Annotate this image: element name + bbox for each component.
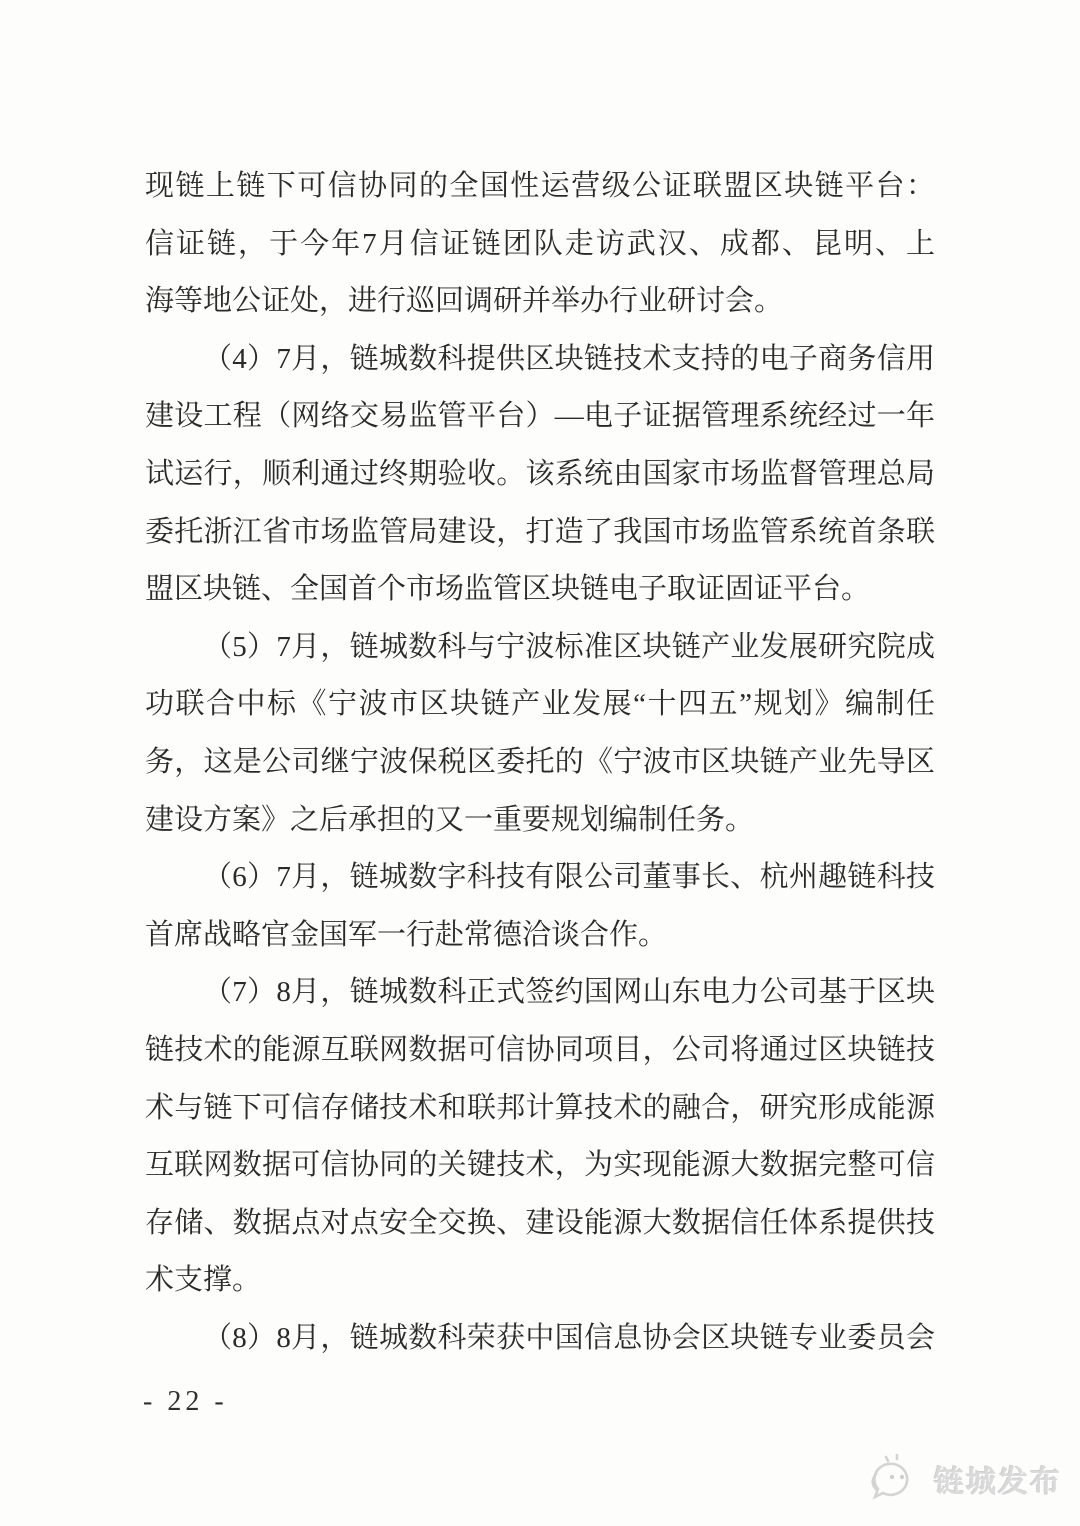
text-line: 互联网数据可信协同的关键技术，为实现能源大数据完整可信 <box>145 1149 935 1182</box>
text-line: （5）7月，链城数科与宁波标准区块链产业发展研究院成 <box>203 630 935 663</box>
text-line: （4）7月，链城数科提供区块链技术支持的电子商务信用 <box>203 342 935 375</box>
text-line: 盟区块链、全国首个市场监管区块链电子取证固证平台。 <box>145 573 871 606</box>
text-line: （6）7月，链城数字科技有限公司董事长、杭州趣链科技 <box>203 861 935 894</box>
watermark <box>864 1450 1062 1508</box>
text-line: 建设工程（网络交易监管平台）—电子证据管理系统经过一年 <box>145 400 935 433</box>
watermark-label: 链城发布 <box>934 1466 1062 1499</box>
text-line: 首席战略官金国军一行赴常德洽谈合作。 <box>145 918 668 951</box>
text-line: 现链上链下可信协同的全国性运营级公证联盟区块链平台： <box>145 170 935 202</box>
text-line: 委托浙江省市场监管局建设，打造了我国市场监管系统首条联 <box>145 515 935 548</box>
text-line: 功联合中标《宁波市区块链产业发展“十四五”规划》编制任 <box>145 688 935 721</box>
text-line: 链技术的能源互联网数据可信协同项目，公司将通过区块链技 <box>145 1033 935 1066</box>
wechat-bubble-icon <box>864 1450 926 1508</box>
page-number: - 22 - <box>143 1386 228 1417</box>
text-line: 术支撑。 <box>145 1264 262 1297</box>
text-line: 存储、数据点对点安全交换、建设能源大数据信任体系提供技 <box>145 1206 935 1239</box>
text-line: 试运行，顺利通过终期验收。该系统由国家市场监督管理总局 <box>145 457 935 490</box>
text-line: （8）8月，链城数科荣获中国信息协会区块链专业委员会 <box>203 1321 935 1354</box>
text-line: （7）8月，链城数科正式签约国网山东电力公司基于区块 <box>203 976 935 1009</box>
document-text-block <box>145 158 935 1367</box>
text-line: 务，这是公司继宁波保税区委托的《宁波市区块链产业先导区 <box>145 745 935 778</box>
text-line: 海等地公证处，进行巡回调研并举办行业研讨会。 <box>145 285 784 318</box>
text-line: 信证链，于今年7月信证链团队走访武汉、成都、昆明、上 <box>145 227 935 260</box>
text-line: 术与链下可信存储技术和联邦计算技术的融合，研究形成能源 <box>145 1091 935 1124</box>
text-line: 建设方案》之后承担的又一重要规划编制任务。 <box>145 803 755 836</box>
